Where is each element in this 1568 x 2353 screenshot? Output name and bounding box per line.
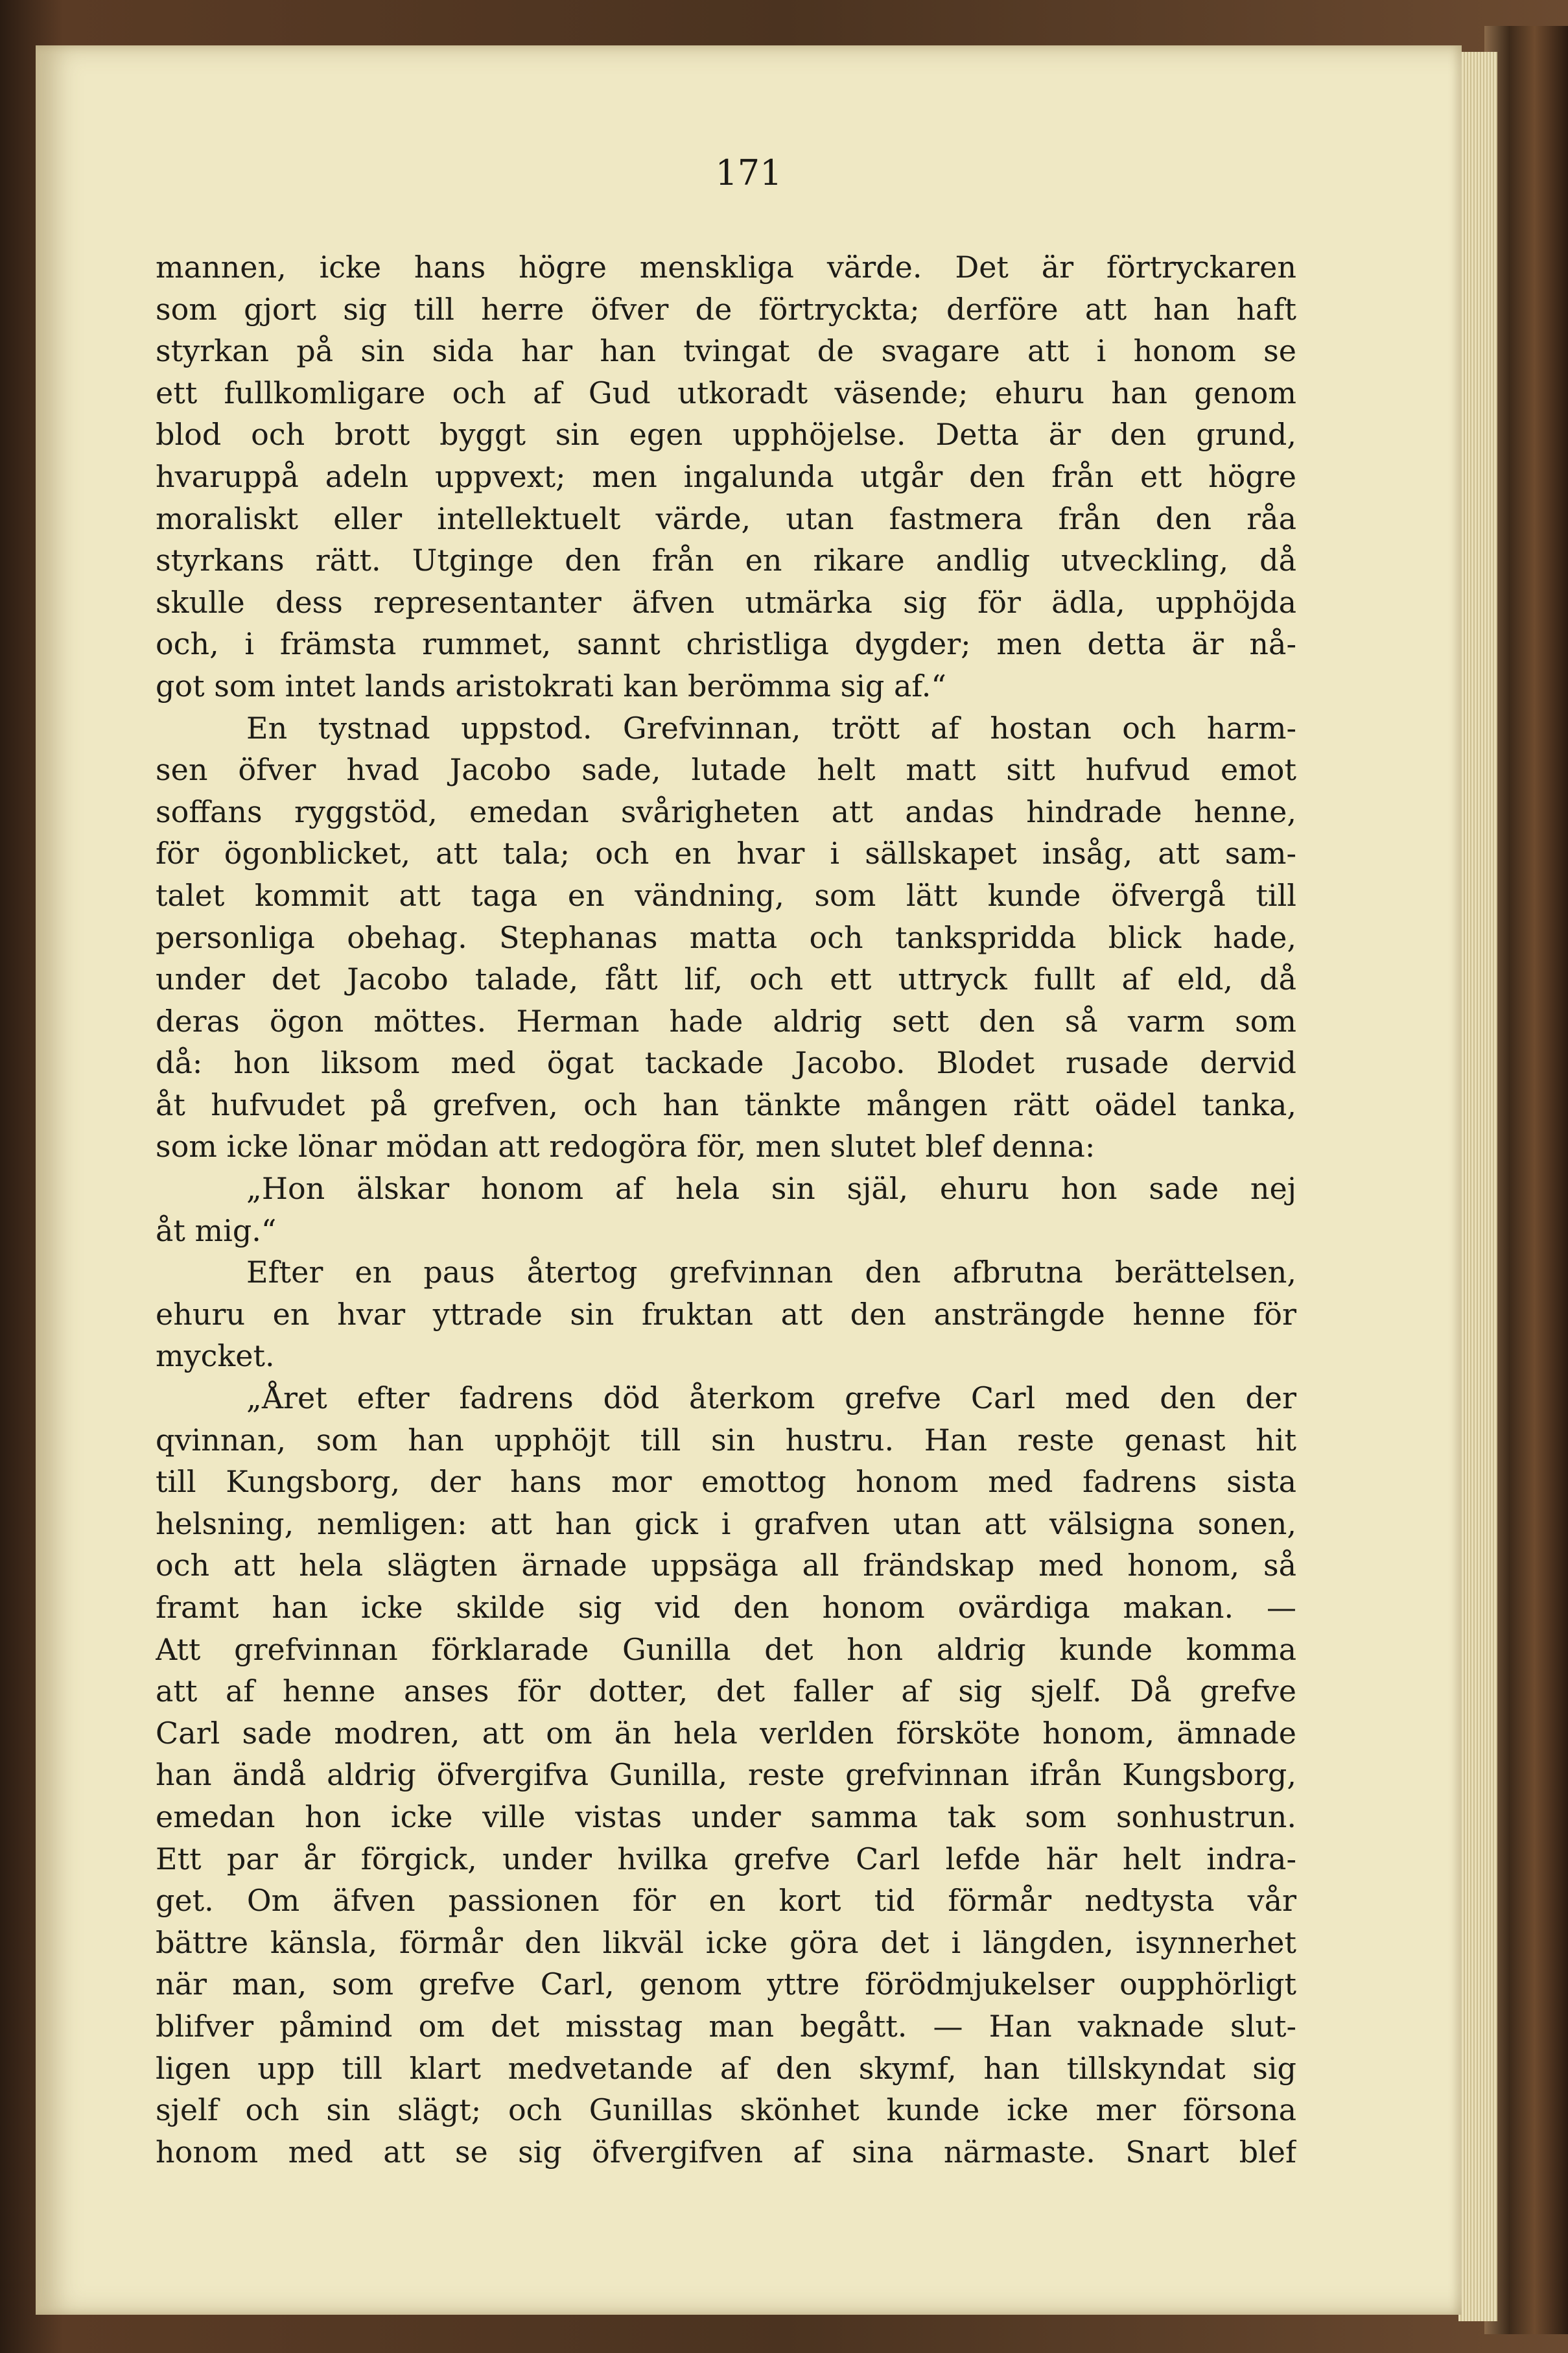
text-line: „Hon älskar honom af hela sin själ, ehuru hon sade nej (246, 1171, 1296, 1207)
text-line: sjelf och sin slägt; och Gunillas skönhet kunde icke mer försona (156, 2092, 1296, 2128)
text-line: mycket. (156, 1338, 275, 1374)
text-line: åt mig.“ (156, 1212, 277, 1248)
text-line: sen öfver hvad Jacobo sade, lutade helt matt sitt hufvud emot (156, 752, 1296, 788)
text-line: som gjort sig till herre öfver de förtryckta; derföre att han haft (156, 291, 1296, 327)
text-line: emedan hon icke ville vistas under samma tak som sonhustrun. (156, 1799, 1296, 1834)
text-line: ehuru en hvar yttrade sin fruktan att den ansträngde henne för (156, 1296, 1296, 1332)
text-line: mannen, icke hans högre menskliga värde. Det är förtryckaren (156, 250, 1296, 285)
text-line: Att grefvinnan förklarade Gunilla det hon aldrig kunde komma (156, 1631, 1296, 1667)
text-line: till Kungsborg, der hans mor emottog honom med fadrens sista (156, 1464, 1296, 1500)
text-line: styrkans rätt. Utginge den från en rikare andlig utveckling, då (156, 543, 1296, 578)
text-line: han ändå aldrig öfvergifva Gunilla, reste grefvinnan ifrån Kungsborg, (156, 1757, 1296, 1793)
text-line: En tystnad uppstod. Grefvinnan, trött af hostan och harm- (246, 710, 1296, 746)
text-line: skulle dess representanter äfven utmärka sig för ädla, upphöjda (156, 584, 1296, 620)
text-line: deras ögon möttes. Herman hade aldrig sett den så varm som (156, 1003, 1296, 1039)
text-line: och, i främsta rummet, sannt christliga dygder; men detta är nå- (156, 626, 1296, 662)
page-stack-edges (1458, 52, 1497, 2321)
text-line: soffans ryggstöd, emedan svårigheten att andas hindrade henne, (156, 794, 1296, 829)
text-line: helsning, nemligen: att han gick i grafven utan att välsigna sonen, (156, 1506, 1296, 1541)
text-line: talet kommit att taga en vändning, som lätt kunde öfvergå till (156, 877, 1296, 913)
text-line: blod och brott byggt sin egen upphöjelse. Detta är den grund, (156, 417, 1296, 453)
text-line: bättre känsla, förmår den likväl icke göra det i längden, isynnerhet (156, 1924, 1296, 1960)
text-line: blifver påmind om det misstag man begått. — Han vaknade slut- (156, 2008, 1296, 2044)
page-number: 171 (715, 152, 782, 193)
text-line: qvinnan, som han upphöjt till sin hustru. Han reste genast hit (156, 1422, 1296, 1458)
text-line: och att hela slägten ärnade uppsäga all frändskap med honom, så (156, 1548, 1296, 1583)
text-line: som icke lönar mödan att redogöra för, men slutet blef denna: (156, 1129, 1095, 1165)
text-line: att af henne anses för dotter, det faller af sig sjelf. Då grefve (156, 1673, 1296, 1709)
text-line: „Året efter fadrens död återkom grefve Carl med den der (246, 1380, 1296, 1416)
body-text (156, 246, 1296, 2173)
text-line: när man, som grefve Carl, genom yttre förödmjukelser oupphörligt (156, 1967, 1296, 2002)
book-page (36, 45, 1462, 2315)
text-line: Carl sade modren, att om än hela verlden försköte honom, ämnade (156, 1715, 1296, 1751)
text-line: moraliskt eller intellektuelt värde, utan fastmera från den råa (156, 501, 1296, 536)
text-line: för ögonblicket, att tala; och en hvar i sällskapet insåg, att sam- (156, 836, 1296, 871)
text-line: get. Om äfven passionen för en kort tid förmår nedtysta vår (156, 1883, 1296, 1919)
text-line: då: hon liksom med ögat tackade Jacobo. Blodet rusade dervid (156, 1045, 1296, 1081)
text-line: framt han icke skilde sig vid den honom ovärdiga makan. — (156, 1590, 1296, 1625)
text-line: ett fullkomligare och af Gud utkoradt väsende; ehuru han genom (156, 375, 1296, 410)
text-line: under det Jacobo talade, fått lif, och ett uttryck fullt af eld, då (156, 962, 1296, 997)
text-line: åt hufvudet på grefven, och han tänkte mången rätt oädel tanka, (156, 1087, 1296, 1122)
text-line: styrkan på sin sida har han tvingat de svagare att i honom se (156, 333, 1296, 369)
text-line: hvaruppå adeln uppvext; men ingalunda utgår den från ett högre (156, 458, 1296, 494)
text-line: ligen upp till klart medvetande af den skymf, han tillskyndat sig (156, 2050, 1296, 2086)
text-line: personliga obehag. Stephanas matta och tankspridda blick hade, (156, 919, 1296, 955)
text-line: got som intet lands aristokrati kan berömma sig af.“ (156, 668, 946, 704)
text-line: honom med att se sig öfvergifven af sina närmaste. Snart blef (156, 2134, 1296, 2170)
text-line: Efter en paus återtog grefvinnan den afbrutna berättelsen, (246, 1255, 1296, 1290)
text-line: Ett par år förgick, under hvilka grefve Carl lefde här helt indra- (156, 1841, 1296, 1876)
